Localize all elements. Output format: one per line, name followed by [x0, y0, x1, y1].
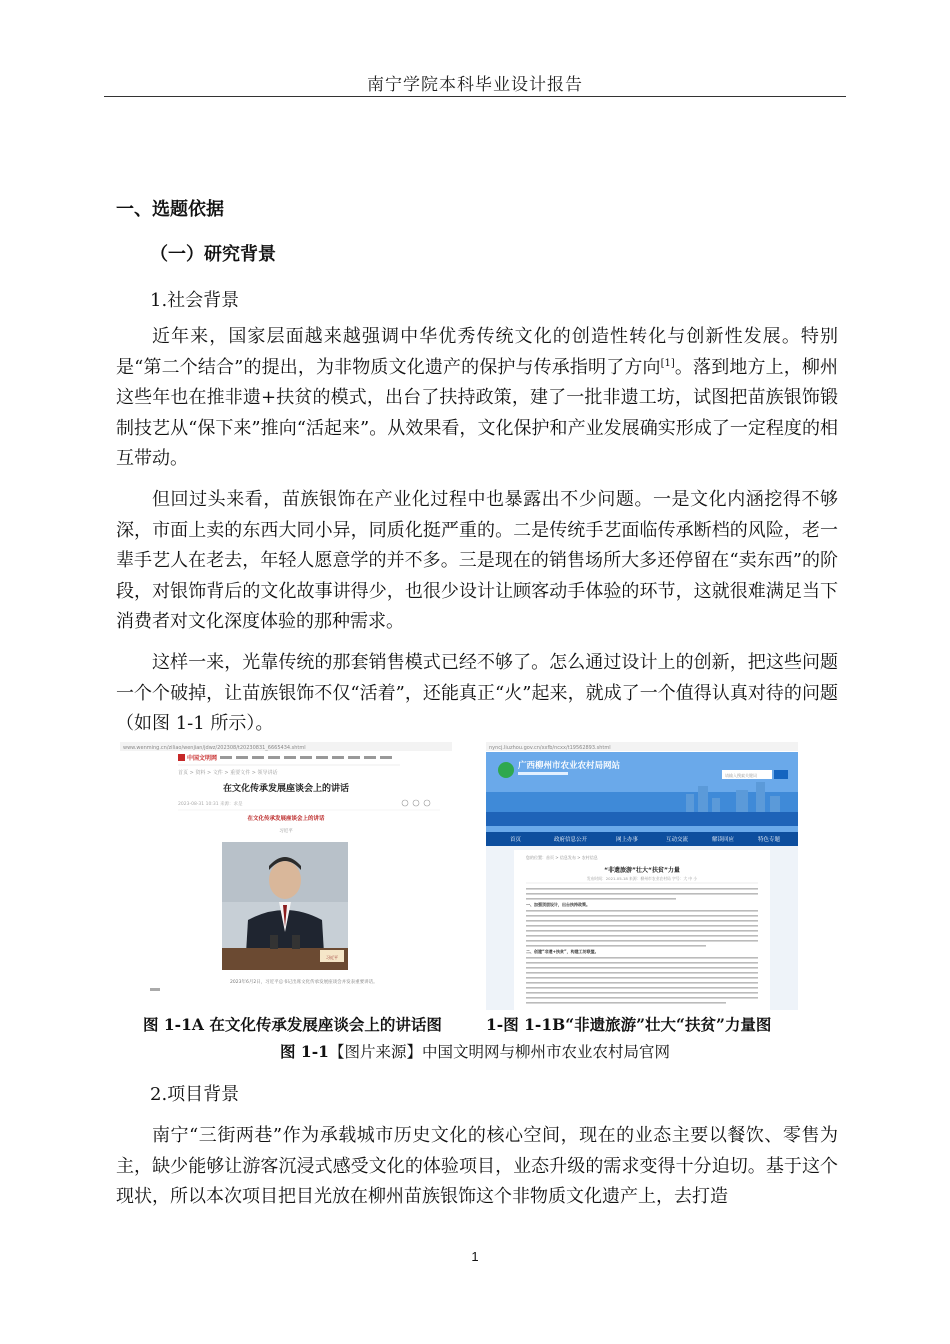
figure-1-1a — [120, 742, 452, 1010]
section-heading: 一、选题依据 — [116, 199, 224, 220]
figure-1-1b — [486, 742, 798, 1010]
bureau-subhead-2: 二、创建“非遗+扶贫”，构建工坊联盟。 — [526, 949, 599, 954]
page-number: 1 — [471, 1249, 479, 1264]
page-header: 南宁学院本科毕业设计报告 — [367, 75, 583, 95]
caption-label: 图 1-1 — [280, 1042, 329, 1061]
figure-a-url: www.wenming.cn/ziliao/wenjian/jdwz/202308/t20230831_6665434.shtml — [123, 745, 306, 751]
wenming-logo: 中国文明网 — [187, 755, 218, 762]
subheading-social: 1.社会背景 — [150, 290, 240, 311]
bureau-site-name: 广西柳州市农业农村局网站 — [518, 761, 621, 771]
bureau-breadcrumb: 您的位置：首页 > 信息发布 > 农村信息 — [526, 855, 598, 860]
bureau-nav-interact[interactable]: 互动交流 — [666, 837, 689, 843]
header-divider — [104, 96, 846, 97]
bureau-search-placeholder: 请输入搜索关键词 — [725, 773, 757, 778]
caption-figure-a: 图 1-1A 在文化传承发展座谈会上的讲话图 — [143, 1015, 442, 1034]
bureau-nav-home[interactable]: 首页 — [510, 837, 522, 843]
caption-source: 【图片来源】中国文明网与柳州市农业农村局官网 — [328, 1043, 670, 1061]
caption-figure-main — [0, 1040, 950, 1062]
bureau-subhead-1: 一、加强顶层设计，出台扶持政策。 — [526, 902, 590, 907]
paragraph-2: 但回过头来看，苗族银饰在产业化过程中也暴露出不少问题。一是文化内涵挖得不够深，市面上卖的东西大同小异，同质化挺严重的。二是传统手艺面临传承断档的风险，老一辈手艺人在老去，年轻人愿意学的并不多。三是现在的销售场所大多还停留在“卖东西”的阶段，对银饰背后的文化故事讲得少，也很少设计让顾客动手体验的环节，这就很难满足当下消费者对文化深度体验的那种需求。 — [116, 489, 838, 632]
bureau-nav-info[interactable]: 政府信息公开 — [554, 837, 588, 843]
paragraph-1: 近年来，国家层面越来越强调中华优秀传统文化的创造性转化与创新性发展。特别是“第二个结合”的提出，为非物质文化遗产的保护与传承指明了方向[1]。落到地方上，柳州这些年也在推非遗+扶贫的模式，出台了扶持政策，建了一批非遗工坊，试图把苗族银饰锻制技艺从“保下来”推向“活起来”。从效果看，文化保护和产业发展确实形成了一定程度的相互带动。 — [116, 326, 839, 469]
citation-ref[interactable]: [1] — [660, 357, 675, 369]
bureau-nav-response[interactable]: 解读回应 — [712, 837, 735, 843]
speech-photo — [222, 842, 348, 970]
figure-a-author: 习近平 — [279, 829, 293, 834]
figure-a-title: 在文化传承发展座谈会上的讲话 — [222, 784, 350, 794]
bureau-article-meta: 发布时间：2021-05-18 来源：柳州市农业农村局 字号：大 中 小 — [586, 876, 698, 881]
bureau-logo-icon — [498, 762, 514, 778]
bureau-article-title: “非遗旅游”壮大“扶贫”力量 — [604, 867, 680, 874]
subsection-heading: （一）研究背景 — [150, 244, 276, 265]
paragraph-3: 这样一来，光靠传统的那套销售模式已经不够了。怎么通过设计上的创新，把这些问题一个个破掉，让苗族银饰不仅“活着”，还能真正“火”起来，就成了一个值得认真对待的问题（如图 1-1 所示）。 — [116, 652, 838, 734]
caption-figure-b: 1-图 1-1B“非遗旅游”壮大“扶贫”力量图 — [486, 1015, 772, 1034]
bureau-nav-topics[interactable]: 特色专题 — [758, 837, 781, 843]
subheading-project: 2.项目背景 — [150, 1084, 240, 1105]
bureau-search-button[interactable] — [774, 770, 788, 779]
figure-a-breadcrumb: 首页 > 资料 > 文件 > 重要文件 > 领导讲话 — [178, 770, 278, 776]
figure-a-meta: 2023-08-31 10:31 来源：求是 — [178, 802, 243, 807]
bureau-nav-service[interactable]: 网上办事 — [616, 837, 639, 843]
figure-a-inner-title: 在文化传承发展座谈会上的讲话 — [247, 816, 325, 822]
figure-b-url: nyncj.liuzhou.gov.cn/xxfb/ncxx/t19562893.shtml — [489, 745, 611, 751]
photo-caption: 2023年6月2日，习近平总书记出席文化传承发展座谈会并发表重要讲话。 — [230, 980, 378, 985]
speaker-nameplate: 习近平 — [326, 955, 338, 960]
paragraph-4: 南宁“三街两巷”作为承载城市历史文化的核心空间，现在的业态主要以餐饮、零售为主，缺少能够让游客沉浸式感受文化的体验项目，业态升级的需求变得十分迫切。基于这个现状，所以本次项目把目光放在柳州苗族银饰这个非物质文化遗产上，去打造 — [116, 1125, 838, 1207]
